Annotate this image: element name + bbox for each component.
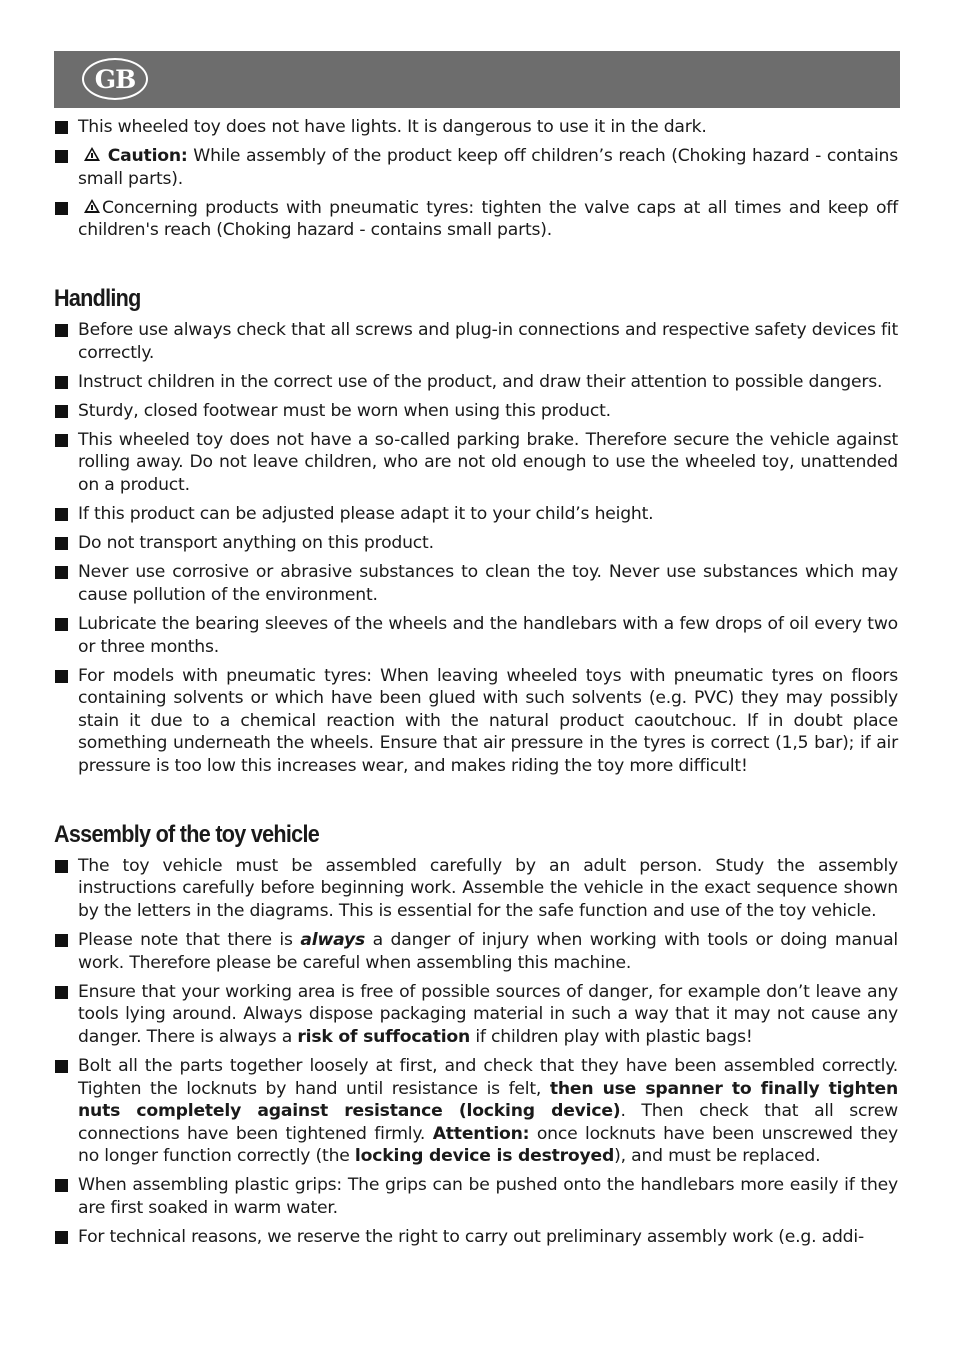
bold-tighten-nuts: then use spanner to finally tighten nuts completely against resistance (locking device) bbox=[78, 1078, 899, 1122]
list-item: For models with pneumatic tyres: When leaving wheeled toys with pneumatic tyres on floors containing solvents or which have been glued with such solvents (e.g. PVC) they may possibly stain it due to a chemical reaction with the natural product caoutchouc. If in doubt place something underneath the wheels. Ensure that air pressure in the tyres is correct (1,5 bar); if air pressure is too low this increases wear, and makes riding the toy more difficult! bbox=[54, 665, 898, 778]
caution-label: Caution: bbox=[107, 146, 188, 167]
list-item: Do not transport anything on this product. bbox=[54, 532, 898, 555]
list-item: Please note that there is always a danger of injury when working with tools or doing manual work. Therefore please be careful when assembling this machine. bbox=[54, 929, 898, 974]
list-item: Concerning products with pneumatic tyres: tighten the valve caps at all times and keep off children's reach (Choking hazard - contains small parts). bbox=[54, 197, 898, 242]
document-body bbox=[54, 116, 898, 1255]
list-item: Never use corrosive or abrasive substances to clean the toy. Never use substances which may cause pollution of the environment. bbox=[54, 561, 898, 606]
list-item: Instruct children in the correct use of the product, and draw their attention to possible dangers. bbox=[54, 371, 898, 394]
bold-locking-device-destroyed: locking device is destroyed bbox=[354, 1146, 615, 1167]
bullet-square-icon bbox=[55, 376, 68, 389]
bullet-square-icon bbox=[55, 508, 68, 521]
header-bar bbox=[54, 51, 900, 108]
bullet-square-icon bbox=[55, 324, 68, 337]
list-item: For technical reasons, we reserve the right to carry out preliminary assembly work (e.g. addi- bbox=[54, 1226, 898, 1249]
list-item: When assembling plastic grips: The grips can be pushed onto the handlebars more easily if they are first soaked in warm water. bbox=[54, 1174, 898, 1219]
list-item: This wheeled toy does not have lights. It is dangerous to use it in the dark. bbox=[54, 116, 898, 139]
bullet-square-icon bbox=[55, 434, 68, 447]
list-item: If this product can be adjusted please adapt it to your child’s height. bbox=[54, 503, 898, 526]
bullet-square-icon bbox=[55, 150, 68, 163]
emphasis-always: always bbox=[300, 929, 366, 950]
bullet-square-icon bbox=[55, 202, 68, 215]
language-badge: GB bbox=[82, 58, 148, 100]
handling-list bbox=[54, 319, 898, 778]
bullet-square-icon bbox=[55, 537, 68, 550]
bullet-square-icon bbox=[55, 1231, 68, 1244]
bullet-square-icon bbox=[55, 1060, 68, 1073]
list-item: This wheeled toy does not have a so-called parking brake. Therefore secure the vehicle against rolling away. Do not leave children, who are not old enough to use the wheeled toy, unattended on a product. bbox=[54, 429, 898, 497]
list-item: Lubricate the bearing sleeves of the wheels and the handlebars with a few drops of oil every two or three months. bbox=[54, 613, 898, 658]
assembly-list bbox=[54, 855, 898, 1249]
list-item: Caution: While assembly of the product keep off children’s reach (Choking hazard - contains small parts). bbox=[54, 145, 898, 190]
bullet-square-icon bbox=[55, 1179, 68, 1192]
bold-attention: Attention: bbox=[432, 1123, 530, 1144]
warning-triangle-icon bbox=[84, 199, 100, 213]
warning-triangle-icon bbox=[84, 147, 100, 161]
section-heading-assembly: Assembly of the toy vehicle bbox=[54, 820, 320, 848]
bold-risk-of-suffocation: risk of suffocation bbox=[297, 1026, 471, 1047]
list-item: Bolt all the parts together loosely at first, and check that they have been assembled correctly. Tighten the locknuts by hand until resistance is felt, then use spanner to finally tighten nuts completely against resistance (locking device). Then check that all screw connections have been tightened firmly. Attention: once locknuts have been unscrewed they no longer function correctly (the locking device is destroyed), and must be replaced. bbox=[54, 1055, 898, 1168]
list-item: The toy vehicle must be assembled carefully by an adult person. Study the assembly instructions carefully before beginning work. Assemble the vehicle in the exact sequence shown by the letters in the diagrams. This is essential for the safe function and use of the toy vehicle. bbox=[54, 855, 898, 923]
bullet-square-icon bbox=[55, 405, 68, 418]
list-item: Before use always check that all screws and plug-in connections and respective safety devices fit correctly. bbox=[54, 319, 898, 364]
bullet-square-icon bbox=[55, 986, 68, 999]
bullet-square-icon bbox=[55, 566, 68, 579]
bullet-square-icon bbox=[55, 670, 68, 683]
list-item: Ensure that your working area is free of possible sources of danger, for example don’t leave any tools lying around. Always dispose packaging material in such a way that it may not cause any danger. There is always a risk of suffocation if children play with plastic bags! bbox=[54, 981, 898, 1049]
bullet-square-icon bbox=[55, 618, 68, 631]
bullet-square-icon bbox=[55, 121, 68, 134]
section-heading-handling: Handling bbox=[54, 284, 141, 312]
bullet-square-icon bbox=[55, 860, 68, 873]
bullet-square-icon bbox=[55, 934, 68, 947]
list-item: Sturdy, closed footwear must be worn when using this product. bbox=[54, 400, 898, 423]
